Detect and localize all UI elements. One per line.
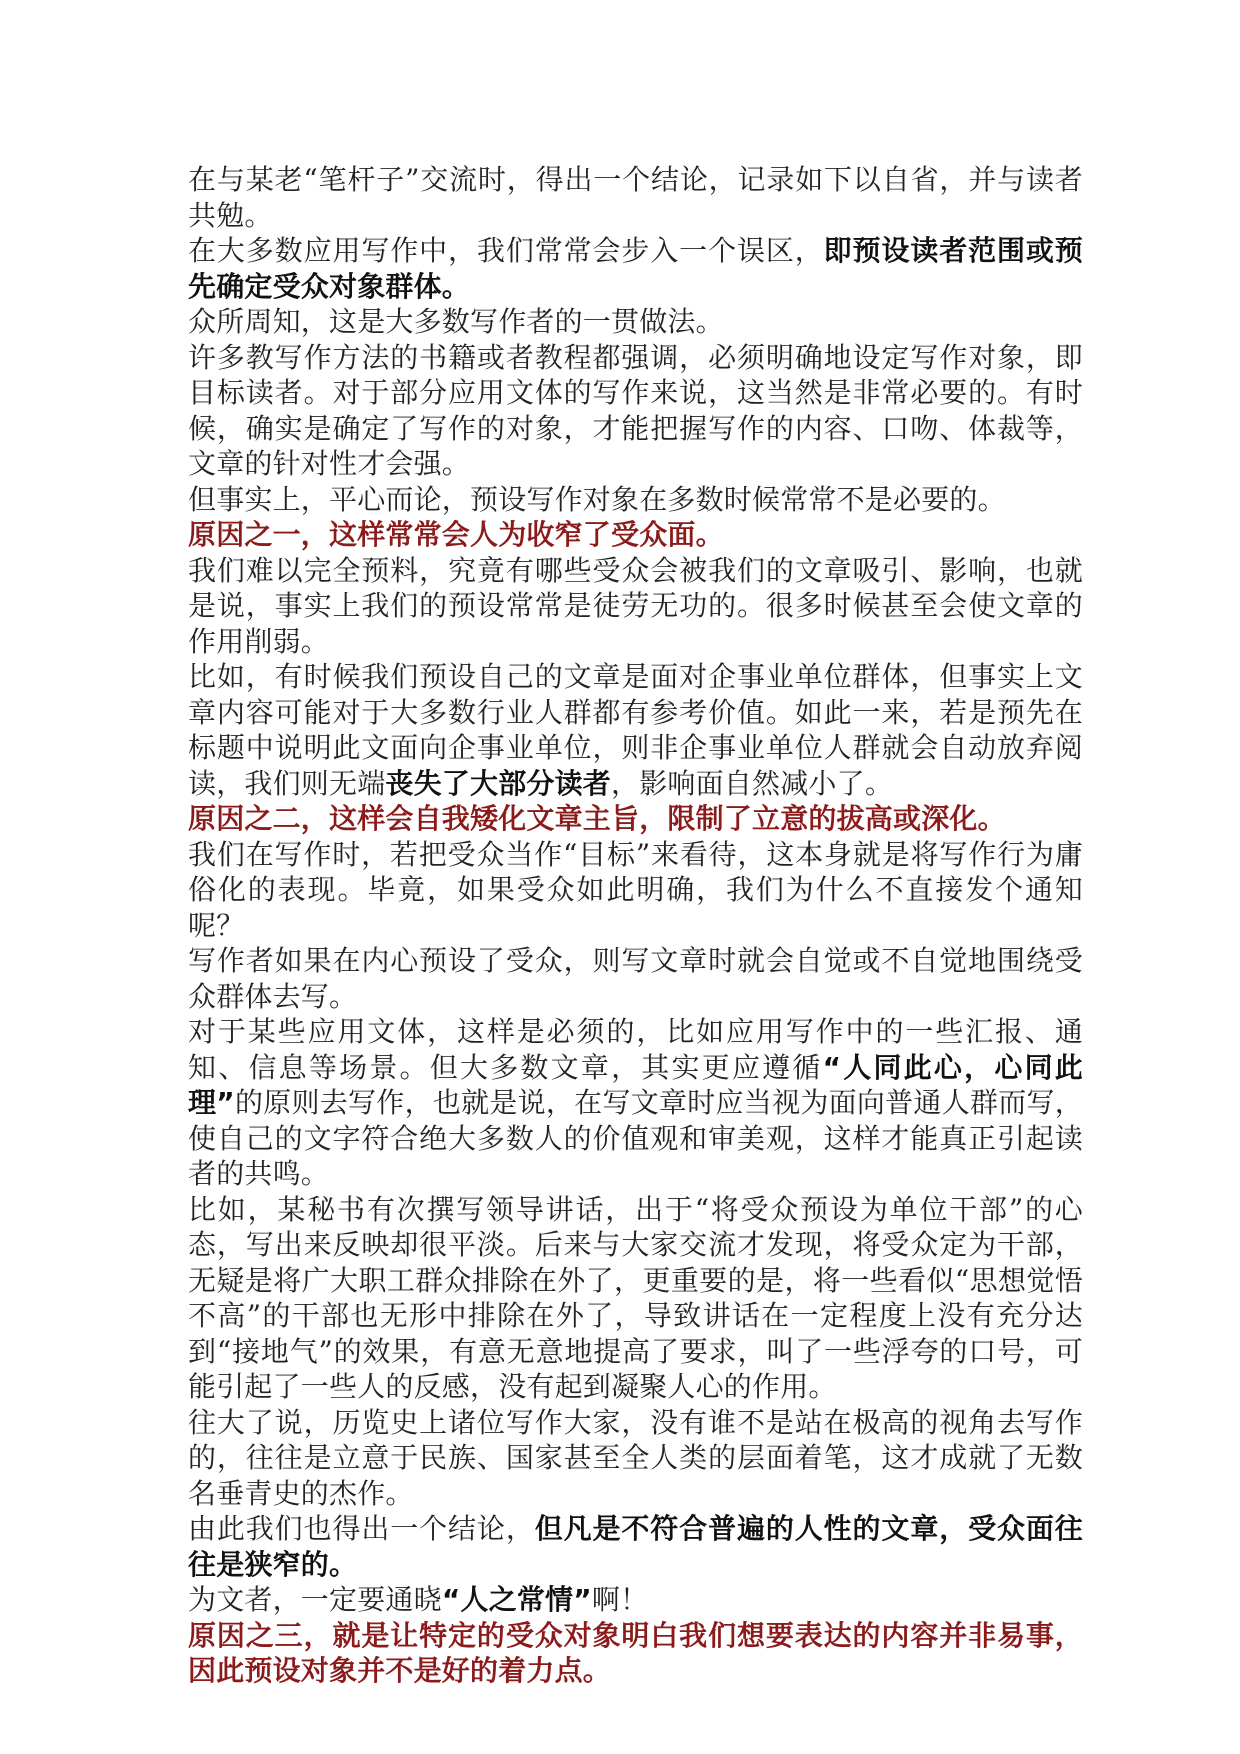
paragraph-text: 众所周知，这是大多数写作者的一贯做法。 [188,305,724,338]
paragraph [188,482,1083,518]
paragraph-text: 我们难以完全预料，究竟有哪些受众会被我们的文章吸引、影响，也就是说，事实上我们的预设常常是徒劳无功的。很多时候甚至会使文章的作用削弱。 [188,553,1083,658]
paragraph-text: 对于某些应用文体，这样是必须的，比如应用写作中的一些汇报、通知、信息等场景。但大多数文章，其实更应遵循 [188,1015,1083,1084]
paragraph [188,1192,1083,1405]
paragraph-text: 写作者如果在内心预设了受众，则写文章时就会自觉或不自觉地围绕受众群体去写。 [188,944,1083,1013]
paragraph-text: 由此我们也得出一个结论， [188,1512,535,1545]
paragraph-text: 比如，有时候我们预设自己的文章是面对企事业单位群体，但事实上文章内容可能对于大多数行业人群都有参考价值。如此一来，若是预先在标题中说明此文面向企事业单位，则非企事业单位人群就会自动放弃阅读，我们则无端 [188,660,1083,800]
bold-emphasis: 但凡是不符合普遍的人性的文章，受众面往往是狭窄的。 [188,1512,1083,1581]
paragraph [188,1618,1083,1689]
paragraph [188,1511,1083,1582]
reason-heading: 原因之一，这样常常会人为收窄了受众面。 [188,518,724,551]
bold-emphasis: “人同此心，心同此理” [188,1050,1083,1119]
paragraph [188,801,1083,837]
bold-emphasis: 即预设读者范围或预先确定受众对象群体。 [188,234,1083,303]
paragraph-text: 比如，某秘书有次撰写领导讲话，出于“将受众预设为单位干部”的心态，写出来反映却很平淡。后来与大家交流才发现，将受众定为干部，无疑是将广大职工群众排除在外了，更重要的是，将一些看似“思想觉悟不高”的干部也无形中排除在外了，导致讲话在一定程度上没有充分达到“接地气”的效果，有意无意地提高了要求，叫了一些浮夸的口号，可能引起了一些人的反感，没有起到凝聚人心的作用。 [188,1192,1083,1403]
paragraph-text: 我们在写作时，若把受众当作“目标”来看待，这本身就是将写作行为庸俗化的表现。毕竟，如果受众如此明确，我们为什么不直接发个通知呢？ [188,837,1083,942]
paragraph [188,304,1083,340]
bold-emphasis: “人之常情” [441,1583,592,1616]
paragraph [188,837,1083,944]
document-body [188,162,1083,1689]
reason-heading: 原因之二，这样会自我矮化文章主旨，限制了立意的拔高或深化。 [188,802,1006,835]
paragraph-text: ，影响面自然减小了。 [611,766,894,800]
paragraph-text: 在与某老“笔杆子”交流时，得出一个结论，记录如下以自省，并与读者共勉。 [188,163,1083,232]
paragraph [188,340,1083,482]
paragraph-text: 往大了说，历览史上诸位写作大家，没有谁不是站在极高的视角去写作的，往往是立意于民族、国家甚至全人类的层面着笔，这才成就了无数名垂青史的杰作。 [188,1405,1083,1510]
paragraph [188,659,1083,801]
paragraph [188,162,1083,233]
paragraph [188,517,1083,553]
paragraph [188,553,1083,660]
paragraph-text: 但事实上，平心而论，预设写作对象在多数时候常常不是必要的。 [188,482,1006,516]
paragraph [188,233,1083,304]
reason-heading: 原因之三，就是让特定的受众对象明白我们想要表达的内容并非易事，因此预设对象并不是好的着力点。 [188,1618,1083,1687]
paragraph [188,1582,1083,1618]
paragraph-text: 的原则去写作，也就是说，在写文章时应当视为面向普通人群而写，使自己的文字符合绝大多数人的价值观和审美观，这样才能真正引起读者的共鸣。 [188,1086,1083,1190]
paragraph-text: 啊！ [591,1583,649,1616]
bold-emphasis: 丧失了大部分读者 [385,766,612,800]
paragraph-text: 在大多数应用写作中，我们常常会步入一个误区， [188,234,824,267]
paragraph [188,943,1083,1014]
paragraph [188,1405,1083,1512]
paragraph-text: 为文者，一定要通晓 [188,1583,442,1616]
paragraph [188,1014,1083,1192]
paragraph-text: 许多教写作方法的书籍或者教程都强调，必须明确地设定写作对象，即目标读者。对于部分应用文体的写作来说，这当然是非常必要的。有时候，确实是确定了写作的对象，才能把握写作的内容、口吻、体裁等，文章的针对性才会强。 [188,340,1083,480]
